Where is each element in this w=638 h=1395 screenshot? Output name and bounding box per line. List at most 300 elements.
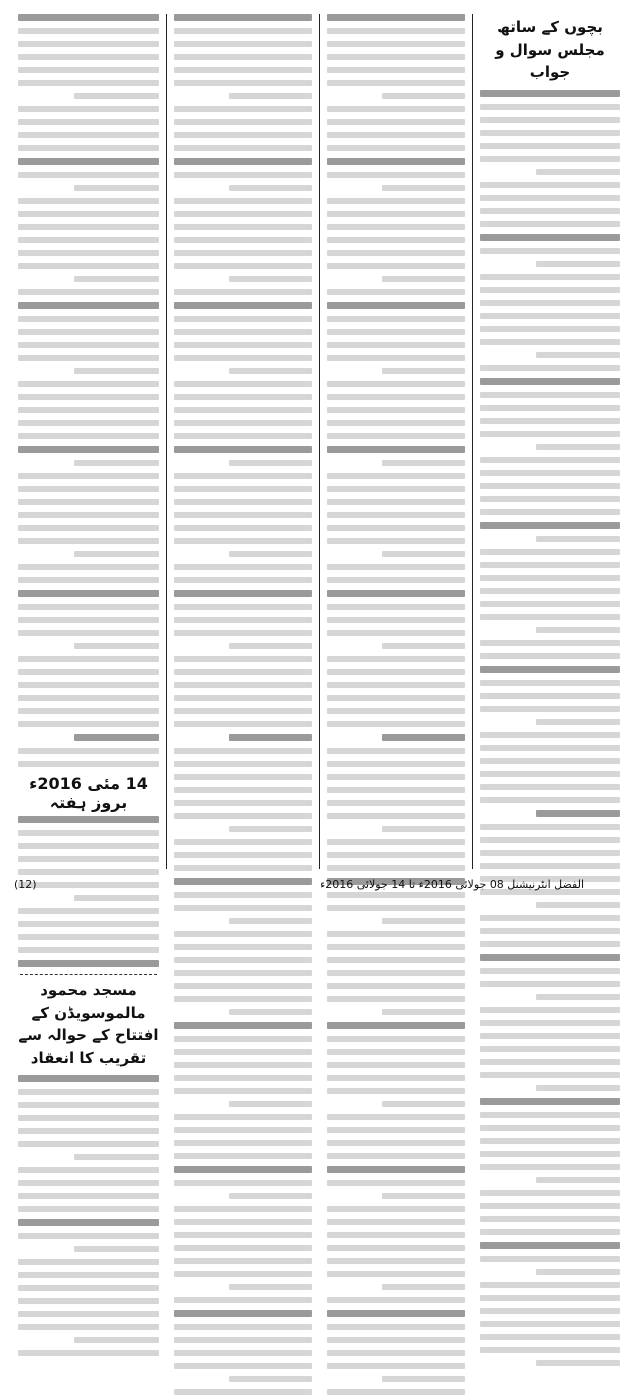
text-line [18,289,159,295]
text-line [382,276,465,282]
text-line [174,774,312,780]
text-line [327,656,465,662]
text-line [480,653,620,659]
text-line [327,630,465,636]
column-4-heading: مسجد محمود مالموسویڈن کے افتتاح کے حوالہ سے تقریب کا انعقاد [18,981,159,1067]
text-line [229,734,312,741]
text-line [74,1154,159,1160]
text-line [18,1285,159,1291]
text-line [229,1009,312,1015]
text-line [174,106,312,112]
text-line [174,407,312,413]
text-line [18,28,159,34]
text-line [480,1216,620,1222]
text-line [174,944,312,950]
text-line [18,158,159,165]
text-line [536,810,620,817]
text-line [327,800,465,806]
text-line [174,1337,312,1343]
text-line [174,1180,312,1186]
text-line [327,407,465,413]
text-line [327,1245,465,1251]
text-line [174,1271,312,1277]
text-line [536,902,620,908]
text-line [174,302,312,309]
text-line [327,28,465,34]
text-line [18,630,159,636]
text-line [174,1153,312,1159]
text-line [174,446,312,453]
text-line [327,355,465,361]
text-line [327,761,465,767]
text-line [174,1219,312,1225]
column-3-body [170,14,316,1395]
text-line [327,119,465,125]
text-line [327,787,465,793]
text-line [327,302,465,309]
text-line [480,758,620,764]
text-line [480,954,620,961]
text-line [480,130,620,136]
text-line [327,617,465,623]
text-line [327,158,465,165]
text-line [327,67,465,73]
text-line [74,460,159,466]
text-line [174,656,312,662]
text-line [327,14,465,21]
text-line [382,826,465,832]
text-line [18,682,159,688]
text-line [480,601,620,607]
text-line [174,1075,312,1081]
text-line [536,1177,620,1183]
text-line [480,549,620,555]
text-line [18,525,159,531]
text-line [174,172,312,178]
text-line [229,93,312,99]
text-line [536,261,620,267]
text-line [229,826,312,832]
text-line [174,1022,312,1029]
text-line [174,394,312,400]
text-line [382,551,465,557]
text-line [18,1180,159,1186]
text-line [327,473,465,479]
text-line [229,1101,312,1107]
text-line [480,771,620,777]
text-line [480,1229,620,1235]
text-line [480,496,620,502]
text-line [18,538,159,544]
text-line [229,368,312,374]
column-4-body-bottom [14,1075,163,1356]
text-line [174,695,312,701]
text-line [18,1233,159,1239]
text-line [18,1259,159,1265]
text-line [18,748,159,754]
text-line [18,564,159,570]
text-line [327,774,465,780]
text-line [74,1337,159,1343]
text-line [327,1297,465,1303]
text-line [174,1049,312,1055]
text-line [18,224,159,230]
text-line [480,863,620,869]
text-line [536,994,620,1000]
text-line [480,522,620,529]
column-2 [323,14,469,869]
text-line [174,1363,312,1369]
text-line [229,551,312,557]
column-2-body [323,14,469,1395]
text-line [174,316,312,322]
text-line [174,486,312,492]
text-line [174,931,312,937]
text-line [74,368,159,374]
text-line [174,342,312,348]
text-line [480,588,620,594]
text-line [174,41,312,47]
text-line [18,830,159,836]
column-rule [472,14,473,869]
text-line [327,486,465,492]
text-line [382,368,465,374]
text-line [174,1114,312,1120]
text-line [480,1151,620,1157]
footer-masthead: الفضل انٹرنیشنل 08 جولائی 2016ء تا 14 جولائی 2016ء [320,878,584,891]
text-line [480,745,620,751]
text-line [480,90,620,97]
text-line [382,460,465,466]
text-line [327,1389,465,1395]
text-line [18,263,159,269]
text-line [480,509,620,515]
text-line [18,843,159,849]
text-line [480,287,620,293]
text-line [174,630,312,636]
text-line [480,431,620,437]
text-line [18,1128,159,1134]
text-line [480,981,620,987]
text-line [480,313,620,319]
text-line [174,54,312,60]
text-line [536,444,620,450]
text-line [174,1140,312,1146]
text-line [327,263,465,269]
text-line [18,119,159,125]
text-line [480,1282,620,1288]
text-line [480,1242,620,1249]
text-line [327,394,465,400]
text-line [174,158,312,165]
text-line [327,1153,465,1159]
column-1-heading: بچوں کے ساتھ مجلس سوال و جواب [495,18,605,81]
text-line [480,274,620,280]
text-line [174,682,312,688]
text-line [327,342,465,348]
page-number: (12) [14,878,37,891]
text-line [174,1062,312,1068]
text-line [18,604,159,610]
column-4-body-top [14,14,163,767]
text-line [480,693,620,699]
text-line [327,708,465,714]
text-line [327,420,465,426]
text-line [327,669,465,675]
text-line [480,104,620,110]
text-line [327,1062,465,1068]
text-line [480,1007,620,1013]
text-line [174,1232,312,1238]
text-line [174,237,312,243]
text-line [480,117,620,123]
text-line [229,918,312,924]
text-line [18,1324,159,1330]
text-line [327,250,465,256]
text-line [18,1089,159,1095]
text-line [174,708,312,714]
text-line [18,316,159,322]
text-line [174,473,312,479]
text-line [480,732,620,738]
text-line [18,1167,159,1173]
text-line [480,562,620,568]
text-line [480,1190,620,1196]
text-line [18,512,159,518]
text-line [18,381,159,387]
page-footer [14,878,624,894]
text-line [174,1258,312,1264]
text-line [327,577,465,583]
text-line [229,1376,312,1382]
text-line [382,1193,465,1199]
text-line [480,378,620,385]
text-line [327,106,465,112]
text-line [18,721,159,727]
text-line [480,392,620,398]
text-line [174,1350,312,1356]
text-line [18,669,159,675]
text-line [18,617,159,623]
text-line [480,640,620,646]
text-line [480,614,620,620]
text-line [174,1127,312,1133]
text-line [18,394,159,400]
text-line [327,1166,465,1173]
text-line [480,824,620,830]
column-1-body [476,90,624,1366]
text-line [174,1088,312,1094]
text-line [229,185,312,191]
text-line [18,342,159,348]
text-line [480,850,620,856]
text-line [480,457,620,463]
text-line [174,787,312,793]
text-line [480,1020,620,1026]
text-line [480,941,620,947]
text-line [480,575,620,581]
text-line [327,1140,465,1146]
text-line [174,983,312,989]
text-line [480,339,620,345]
text-line [18,934,159,940]
text-line [174,617,312,623]
text-line [536,1085,620,1091]
text-line [480,1321,620,1327]
text-line [18,856,159,862]
text-line [382,185,465,191]
text-line [480,1256,620,1262]
text-line [327,813,465,819]
text-line [174,538,312,544]
text-line [382,1101,465,1107]
text-line [18,656,159,662]
text-line [327,1310,465,1317]
text-line [327,41,465,47]
text-line [174,748,312,754]
text-line [480,234,620,241]
text-line [536,627,620,633]
text-line [480,1308,620,1314]
text-line [174,67,312,73]
text-line [480,706,620,712]
text-line [174,1310,312,1317]
text-line [229,643,312,649]
text-line [229,1284,312,1290]
section-divider [20,974,157,975]
text-line [480,1072,620,1078]
text-line [536,169,620,175]
text-line [74,643,159,649]
text-line [18,433,159,439]
text-line [174,761,312,767]
text-line [327,1022,465,1029]
text-line [327,1075,465,1081]
text-line [18,420,159,426]
text-line [174,970,312,976]
text-line [327,682,465,688]
text-line [327,931,465,937]
text-line [480,405,620,411]
text-line [327,1219,465,1225]
text-line [327,604,465,610]
text-line [382,643,465,649]
text-line [174,604,312,610]
text-line [74,1246,159,1252]
text-line [229,460,312,466]
text-line [18,211,159,217]
date-line: 14 مئی 2016ء بروز ہفتہ [29,774,148,812]
text-line [327,590,465,597]
text-line [382,1009,465,1015]
text-line [18,14,159,21]
text-line [327,316,465,322]
text-line [327,1127,465,1133]
text-line [18,816,159,823]
text-line [480,300,620,306]
text-line [174,525,312,531]
text-line [174,381,312,387]
text-line [174,224,312,230]
text-line [327,1258,465,1264]
text-line [480,1334,620,1340]
text-line [174,263,312,269]
text-line [18,869,159,875]
text-line [18,708,159,714]
text-line [327,198,465,204]
text-line [327,1271,465,1277]
text-line [382,918,465,924]
text-line [174,1389,312,1395]
text-line [327,721,465,727]
text-line [18,1206,159,1212]
text-line [174,905,312,911]
text-line [18,1193,159,1199]
text-line [536,1269,620,1275]
text-line [382,93,465,99]
text-line [536,352,620,358]
text-line [382,1284,465,1290]
text-line [174,132,312,138]
text-line [174,852,312,858]
text-line [18,1102,159,1108]
text-line [18,590,159,597]
text-line [480,837,620,843]
text-line [480,1112,620,1118]
text-line [536,536,620,542]
text-line [18,1115,159,1121]
text-line [327,446,465,453]
text-line [174,590,312,597]
text-line [327,499,465,505]
text-line [480,208,620,214]
text-line [74,551,159,557]
text-line [174,80,312,86]
text-line [480,1203,620,1209]
text-line [174,28,312,34]
text-line [382,734,465,741]
text-line [229,1193,312,1199]
text-line [174,865,312,871]
text-line [74,895,159,901]
text-line [74,93,159,99]
text-line [18,921,159,927]
text-line [327,1363,465,1369]
text-line [327,289,465,295]
text-line [327,564,465,570]
text-line [18,960,159,967]
text-line [174,119,312,125]
text-line [480,156,620,162]
text-line [74,734,159,741]
text-line [174,800,312,806]
text-line [174,433,312,439]
text-line [480,1046,620,1052]
text-line [74,185,159,191]
text-line [480,248,620,254]
text-line [174,355,312,361]
text-line [18,1298,159,1304]
text-line [18,54,159,60]
text-line [480,680,620,686]
text-line [327,1232,465,1238]
text-line [327,839,465,845]
text-line [174,1166,312,1173]
text-line [18,1219,159,1226]
text-line [18,67,159,73]
text-line [18,80,159,86]
text-line [174,289,312,295]
